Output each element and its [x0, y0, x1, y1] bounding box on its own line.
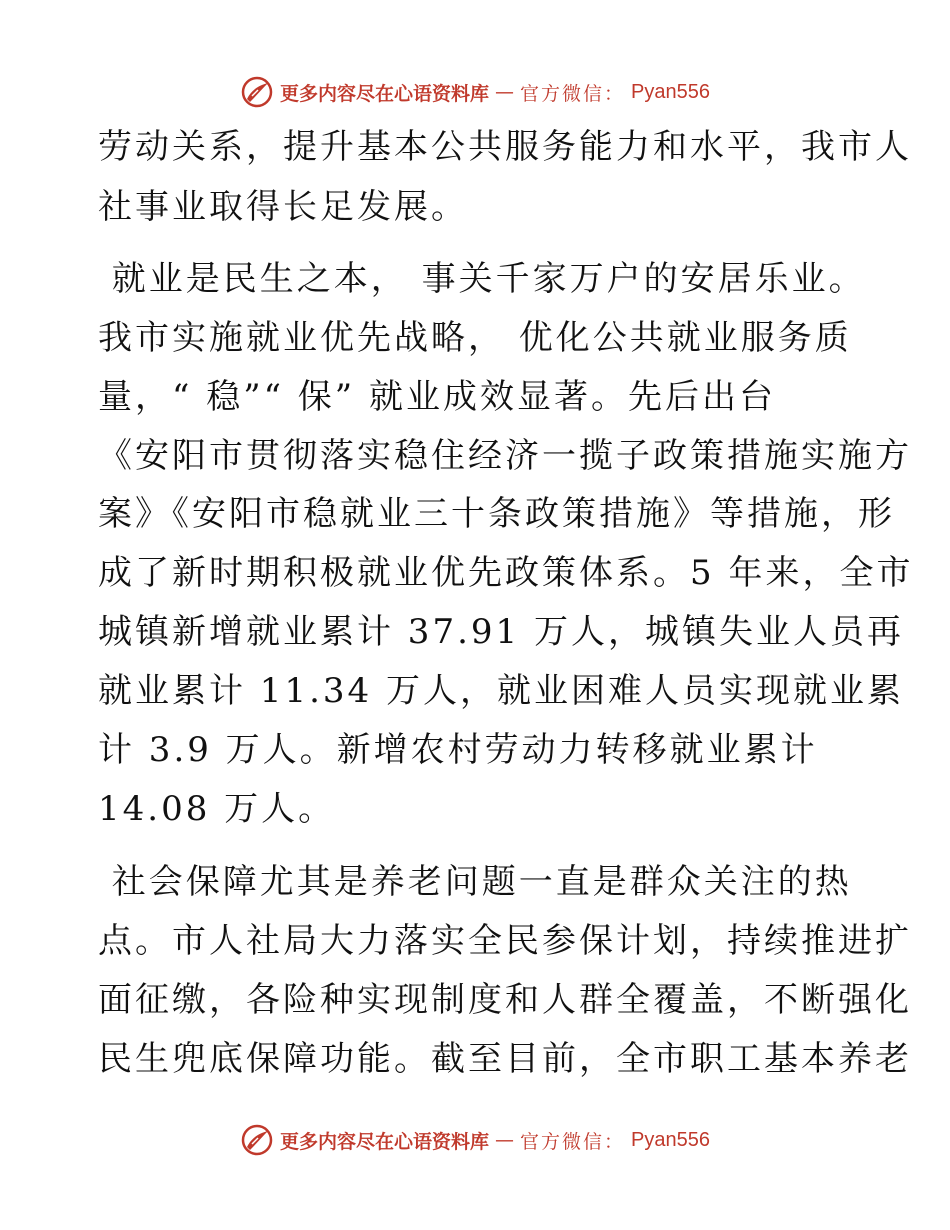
header-watermark: [0, 72, 950, 112]
footer-watermark: [0, 1120, 950, 1160]
text-line: 点。市人社局大力落实全民参保计划，持续推进扩: [98, 921, 912, 961]
watermark-logo-icon: [240, 75, 274, 109]
watermark-official-label: 官方微信：: [520, 1130, 626, 1153]
text-line: 面征缴，各险种实现制度和人群全覆盖，不断强化: [98, 980, 912, 1020]
text-line: 《安阳市贯彻落实稳住经济一揽子政策措施实施方: [98, 436, 912, 476]
watermark-wechat-id: Pyan556: [631, 80, 710, 103]
text-line: 案》《安阳市稳就业三十条政策措施》等措施，形: [98, 494, 895, 534]
text-line: 14.08 万人。: [98, 789, 336, 829]
text-line: 民生兜底保障功能。截至目前，全市职工基本养老: [98, 1039, 912, 1079]
text-line: 就业是民生之本， 事关千家万户的安居乐业。: [98, 259, 866, 299]
watermark-separator: —: [495, 81, 515, 103]
text-line: 成了新时期积极就业优先政策体系。5 年来，全市: [98, 553, 914, 593]
watermark-logo-icon: [240, 1123, 274, 1157]
text-line: 社事业取得长足发展。: [98, 187, 468, 227]
watermark-site-name: 更多内容尽在心语资料库: [280, 82, 490, 105]
watermark-separator: —: [495, 1129, 515, 1151]
text-line: 劳动关系，提升基本公共服务能力和水平，我市人: [98, 127, 912, 167]
text-line: 社会保障尤其是养老问题一直是群众关注的热: [98, 862, 852, 902]
text-line: 量，“ 稳”“ 保” 就业成效显著。先后出台: [98, 377, 776, 417]
text-line: 城镇新增就业累计 37.91 万人，城镇失业人员再: [98, 612, 904, 652]
text-line: 就业累计 11.34 万人，就业困难人员实现就业累: [98, 671, 904, 711]
text-line: 计 3.9 万人。新增农村劳动力转移就业累计: [98, 730, 818, 770]
watermark-official-label: 官方微信：: [520, 82, 626, 105]
watermark-site-name: 更多内容尽在心语资料库: [280, 1130, 490, 1153]
watermark-wechat-id: Pyan556: [631, 1128, 710, 1151]
text-line: 我市实施就业优先战略， 优化公共就业服务质: [98, 318, 852, 358]
